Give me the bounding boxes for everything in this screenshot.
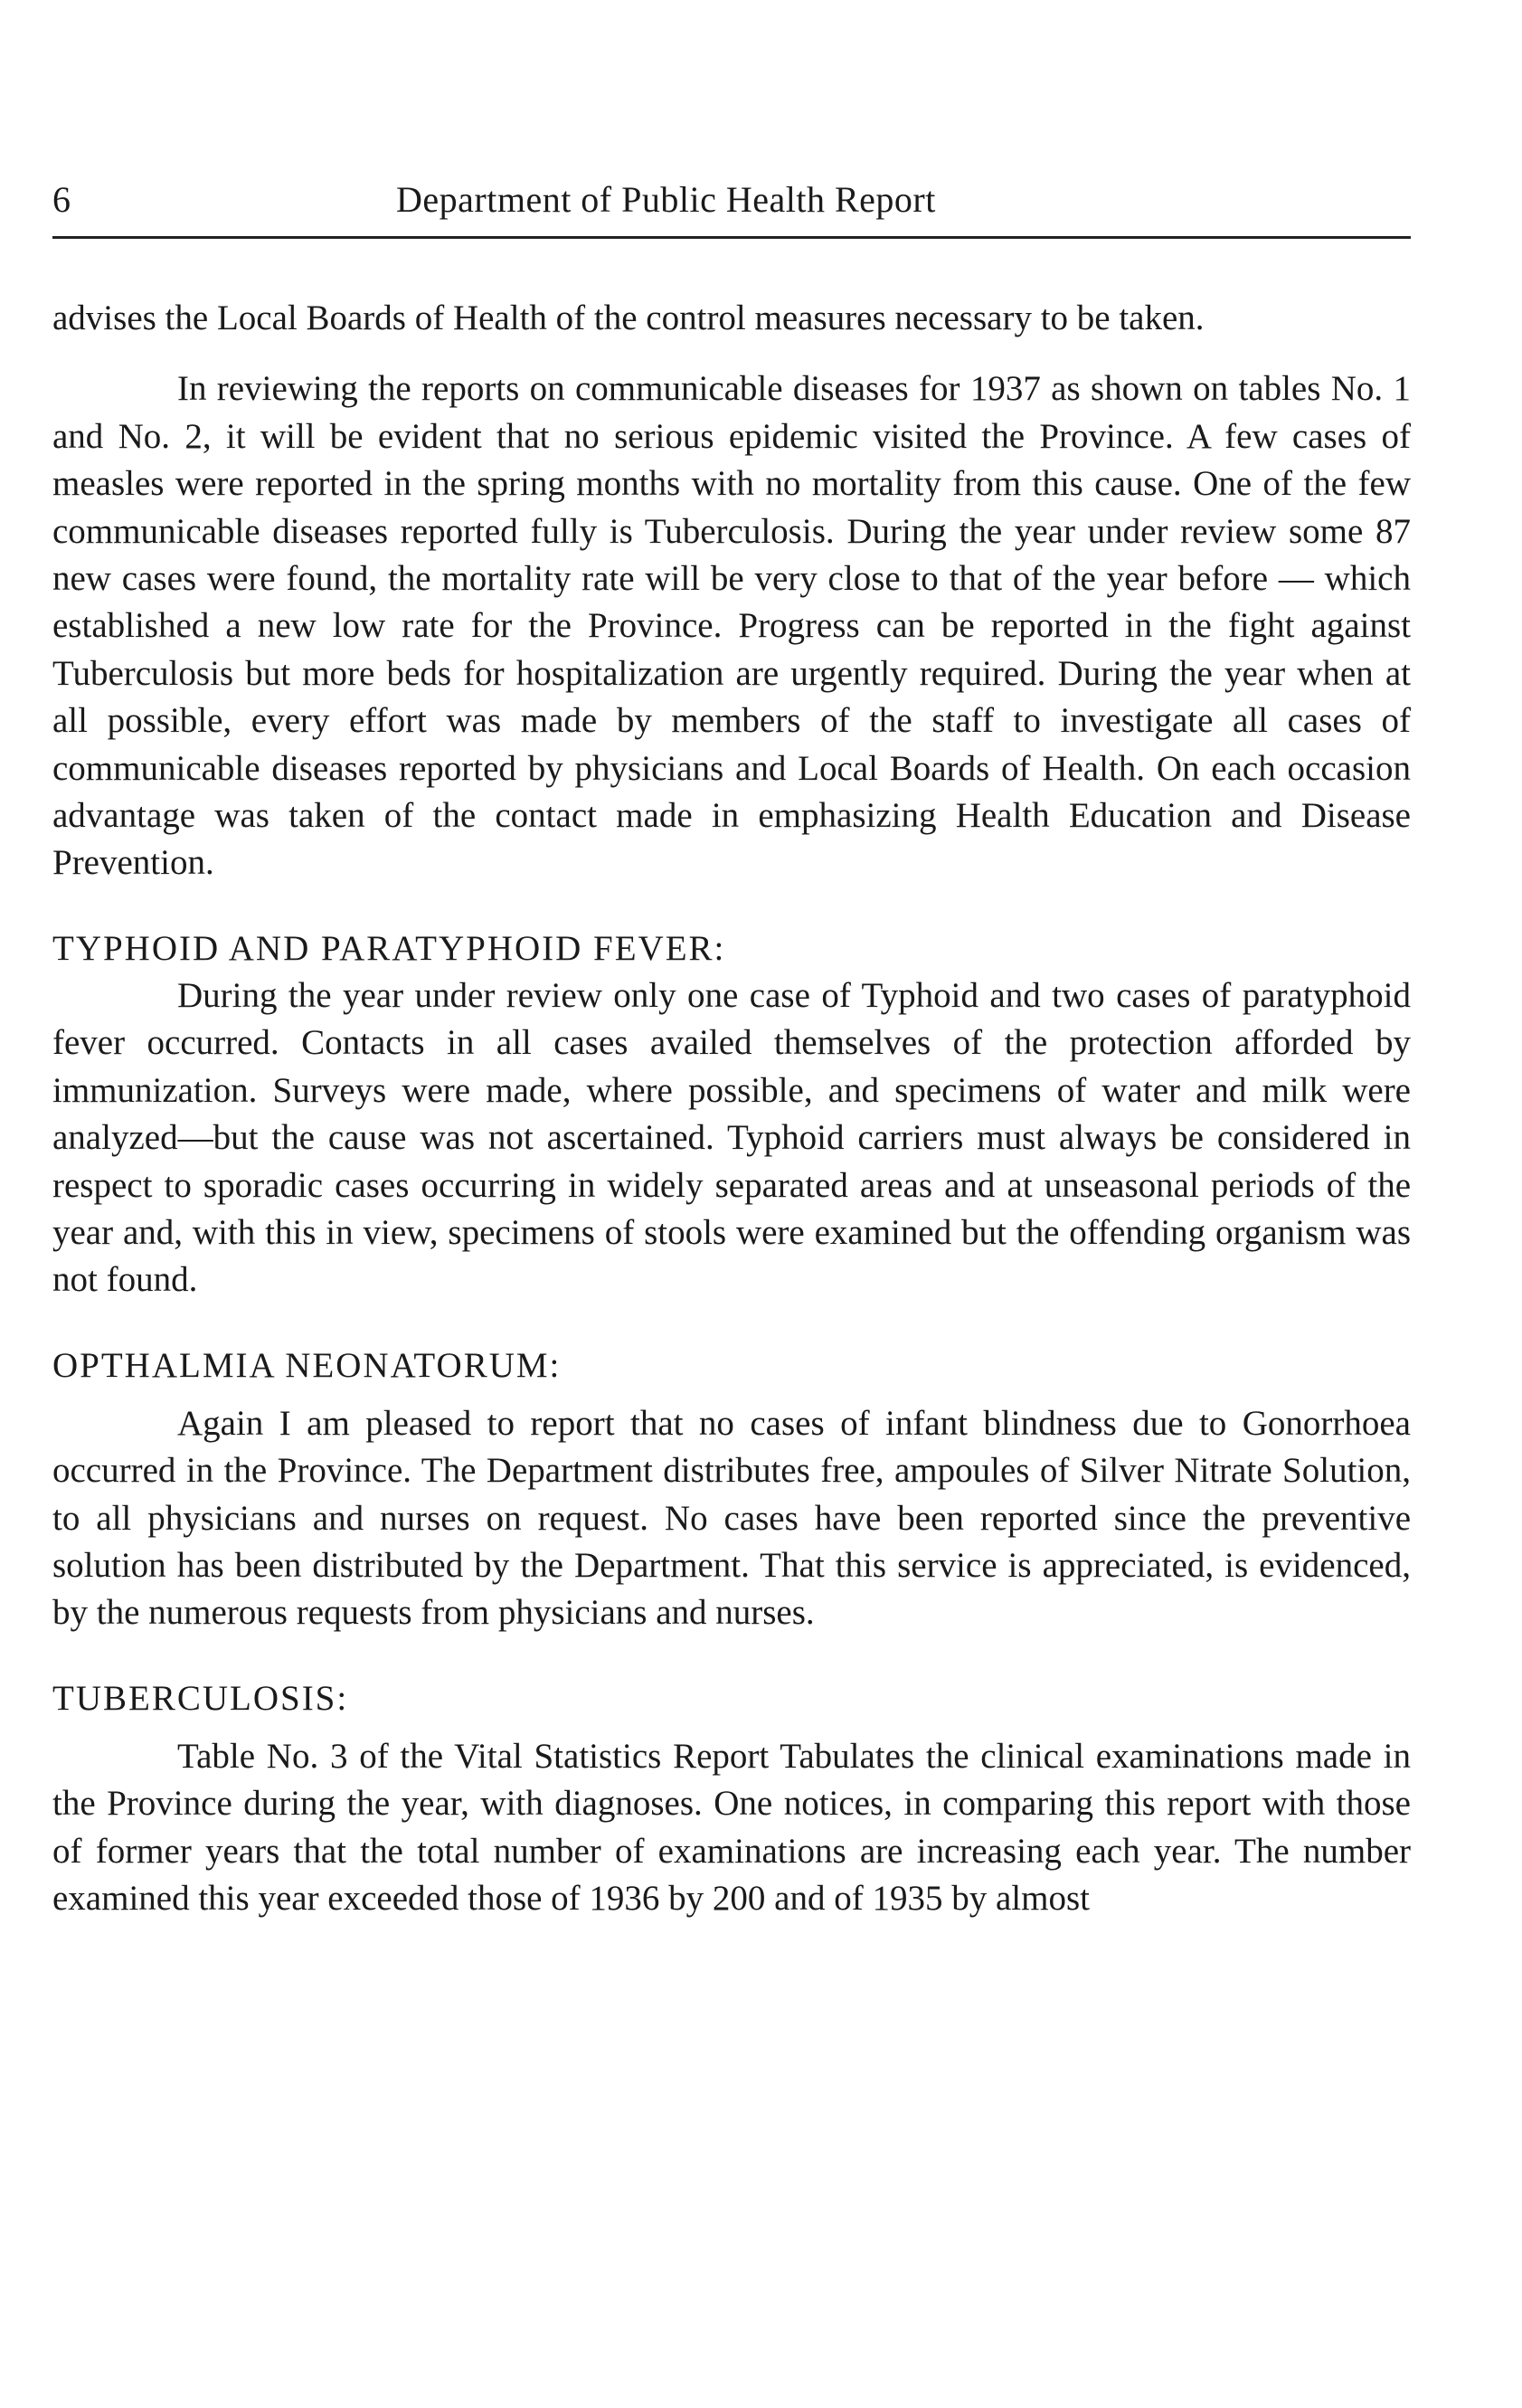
page-header (52, 176, 1411, 239)
continuation-paragraph: advises the Local Boards of Health of the control measures necessary to be taken. (52, 299, 1205, 337)
paragraph-spacer (52, 342, 1411, 365)
section-text-typhoid: During the year under review only one case of Typhoid and two cases of paratyphoid fever occurred. Contacts in all cases availed themselves of the protection afforded by immunization. Surveys were made, where possible, and specimens of water and milk were analyzed—but the cause was not ascertained. Typhoid carriers must always be considered in respect to sporadic cases occurring in widely separated areas and at unseasonal periods of the year and, with this in view, specimens of stools were examined but the offending organism was not found. (52, 975, 1411, 1300)
section-heading-typhoid: TYPHOID AND PARATYPHOID FEVER: (52, 928, 726, 968)
communicable-diseases-paragraph: In reviewing the reports on communicable diseases for 1937 as shown on tables No. 1 and No. 2, it will be evident that no serious epidemic visited the Province. A few cases of measles were reported in the spring months with no mortality from this cause. One of the few communicable diseases reported fully is Tuberculosis. During the year under review some 87 new cases were found, the mortality rate will be very close to that of the year before — which established a new low rate for the Province. Progress can be reported in the fight against Tuberculosis but more beds for hospitalization are urgently required. During the year when at all possible, every effort was made by members of the staff to investigate all cases of communicable diseases reported by physicians and Local Boards of Health. On each occasion advantage was taken of the contact made in emphasizing Health Education and Disease Prevention. (52, 369, 1411, 883)
running-title: Department of Public Health Report (396, 179, 936, 220)
section-heading-opthalmia: OPTHALMIA NEONATORUM: (52, 1345, 562, 1385)
section-heading-tuberculosis: TUBERCULOSIS: (52, 1678, 349, 1718)
section-text-tuberculosis: Table No. 3 of the Vital Statistics Report Tabulates the clinical examinations made in the Province during the year, with diagnoses. One notices, in comparing this report with those of former years that the total number of examinations are increasing each year. The number examined this year exceeded those of 1936 by 200 and of 1935 by almost (52, 1736, 1411, 1918)
page-number: 6 (52, 179, 71, 220)
report-page (52, 176, 1411, 1922)
section-text-opthalmia: Again I am pleased to report that no cases of infant blindness due to Gonorrhoea occurred in the Province. The Department distributes free, ampoules of Silver Nitrate Solution, to all physicians and nurses on request. No cases have been reported since the preventive solution has been distributed by the Department. That this service is appreciated, is evidenced, by the numerous requests from physicians and nurses. (52, 1403, 1411, 1633)
